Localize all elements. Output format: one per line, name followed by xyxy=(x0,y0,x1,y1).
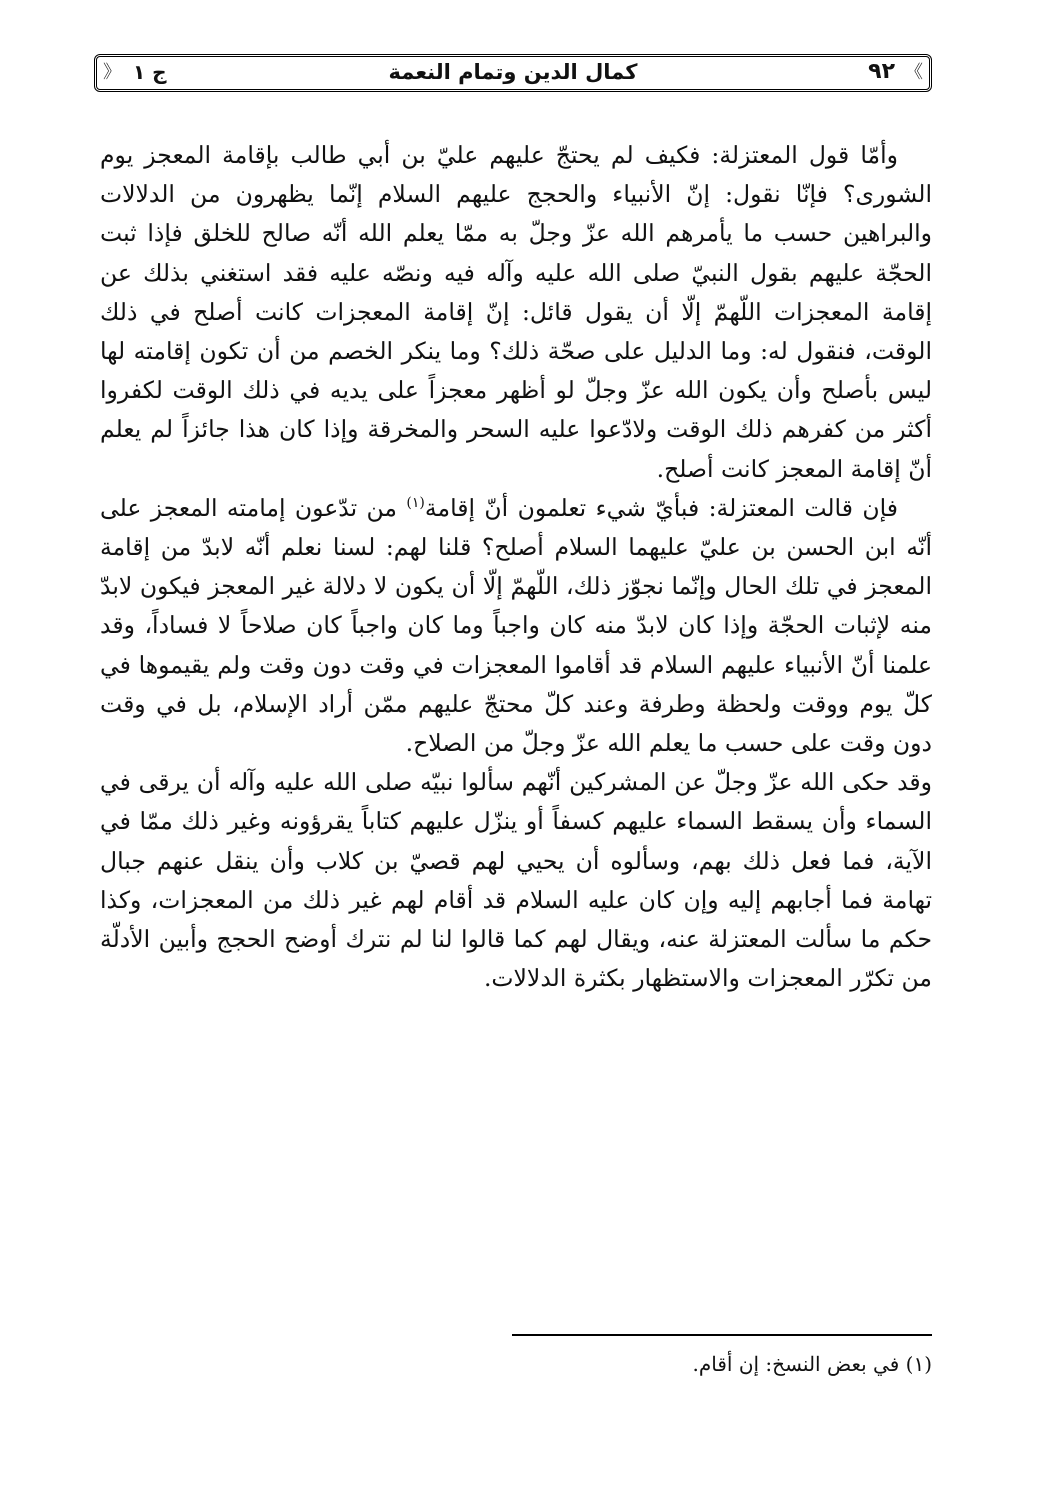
book-title: كمال الدين وتمام النعمة xyxy=(388,60,638,84)
footnote-divider xyxy=(512,1334,932,1336)
page-body xyxy=(100,136,932,998)
footnote: (١) في بعض النسخ: إن أقام. xyxy=(692,1352,932,1376)
header-ornament-right: 《 xyxy=(905,62,923,83)
page-number: ٩٢ xyxy=(868,59,895,84)
paragraph-1: وأمّا قول المعتزلة: فكيف لم يحتجّ عليهم عليّ بن أبي طالب بإقامة المعجز يوم الشورى؟ فإنّا نقول: إنّ الأنبياء والحجج عليهم السلام إنّما يظهرون من الدلالات والبراهين حسب ما يأمرهم الله عزّ وجلّ به ممّا يعلم الله أنّه صالح للخلق فإذا ثبت الحجّة عليهم بقول النبيّ صلى الله عليه وآله فيه ونصّه عليه فقد استغني بذلك عن إقامة المعجزات اللّهمّ إلّا أن يقول قائل: إنّ إقامة المعجزات كانت أصلح في ذلك الوقت، فنقول له: وما الدليل على صحّة ذلك؟ وما ينكر الخصم من أن تكون إقامته لها ليس بأصلح وأن يكون الله عزّ وجلّ لو أظهر معجزاً على يديه في ذلك الوقت لكفروا أكثر من كفرهم ذلك الوقت ولادّعوا عليه السحر والمخرقة وإذا كان هذا جائزاً لم يعلم أنّ إقامة المعجز كانت أصلح. xyxy=(100,141,932,483)
paragraph-2-part-1: فإن قالت المعتزلة: فبأيّ شيء تعلمون أنّ إقامة xyxy=(424,493,898,522)
footnote-ref[interactable]: (١) xyxy=(406,495,425,511)
paragraph-2 xyxy=(100,489,932,763)
volume-number: ج ١ xyxy=(133,60,167,84)
running-header xyxy=(94,54,932,92)
paragraph-3: وقد حكى الله عزّ وجلّ عن المشركين أنّهم سألوا نبيّه صلى الله عليه وآله أن يرقى في السماء وأن يسقط السماء عليهم كسفاً أو ينزّل عليهم كتاباً يقرؤونه وغير ذلك ممّا في الآية، فما فعل ذلك بهم، وسألوه أن يحيي لهم قصيّ بن كلاب وأن ينقل عنهم جبال تهامة فما أجابهم إليه وإن كان عليه السلام قد أقام لهم غير ذلك من المعجزات، وكذا حكم ما سألت المعتزلة عنه، ويقال لهم كما قالوا لنا لم نترك أوضح الحجج وأبين الأدلّة من تكرّر المعجزات والاستظهار بكثرة الدلالات. xyxy=(100,768,932,993)
header-ornament-left: 》 xyxy=(103,62,121,83)
paragraph-2-part-2: من تدّعون إمامته المعجز على أنّه ابن الحسن بن عليّ عليهما السلام أصلح؟ قلنا لهم: لسنا نعلم أنّه لابدّ من إقامة المعجز في تلك الحال وإنّما نجوّز ذلك، اللّهمّ إلّا أن يكون لا دلالة غير المعجز فيكون لابدّ منه لإثبات الحجّة وإذا كان لابدّ منه كان واجباً وما كان واجباً كان صلاحاً لا فساداً، وقد علمنا أنّ الأنبياء عليهم السلام قد أقاموا المعجزات في وقت دون وقت ولم يقيموها في كلّ يوم ووقت ولحظة وطرفة وعند كلّ محتجّ عليهم ممّن أراد الإسلام، بل في وقت دون وقت على حسب ما يعلم الله عزّ وجلّ من الصلاح. xyxy=(100,493,932,758)
